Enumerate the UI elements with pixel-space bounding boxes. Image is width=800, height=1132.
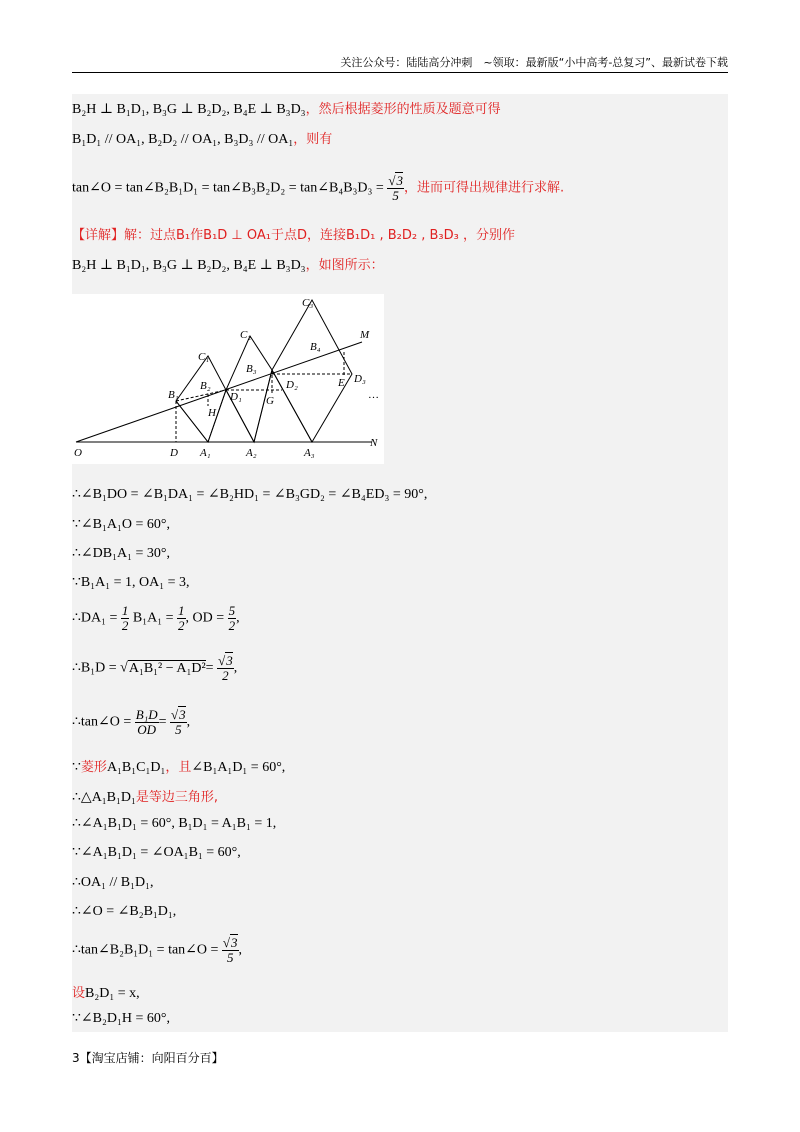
step-1: ∴∠B₁DO = ∠B₁DA₁ = ∠B₂HD₁ = ∠B₃GD₂ = ∠B₄ED₃ = 90°, <box>72 487 428 502</box>
step-5: ∴DA₁ = $\frac{1}{2}$ B₁A₁ = $\frac{1}{2}$ , OD = $\frac{5}{2}$ , <box>72 603 240 633</box>
intro-line-1 <box>72 98 501 118</box>
step-14: ∴tan∠B₂B₁D₁ = tan∠O = $\frac{√3}{5}$ , <box>72 935 243 965</box>
label-B2: B₂ <box>200 380 211 392</box>
rhombus-figure <box>72 294 384 464</box>
detail-text-2: ，如图所示： <box>305 258 384 273</box>
label-B4: B₄ <box>310 341 321 353</box>
page-header <box>72 54 728 73</box>
header-text: 关注公众号：陆陆高分冲刺 ~领取：最新版“小中高考-总复习”、最新试卷下载 <box>340 56 728 69</box>
label-A3: A₃ <box>304 447 315 459</box>
step-3: ∴∠DB₁A₁ = 30°, <box>72 546 170 561</box>
step-15: 设B₂D₁ = x, <box>72 986 140 1001</box>
detail-line-1 <box>72 224 515 244</box>
label-D: D <box>170 447 178 459</box>
label-A1: A₁ <box>200 447 211 459</box>
step-2: ∵∠B₁A₁O = 60°, <box>72 517 170 532</box>
label-D2: D₂ <box>286 379 298 391</box>
intro-math-3: tan∠O = tan∠B₂B₁D₁ = tan∠B₃B₂D₂ = tan∠B₄B₃D₃ = <box>72 180 384 196</box>
solution-content <box>72 94 728 1032</box>
intro-text-1: ，然后根据菱形的性质及题意可得 <box>305 102 501 117</box>
intro-line-2 <box>72 128 332 148</box>
step-16: ∵∠B₂D₁H = 60°, <box>72 1011 170 1026</box>
step-7: ∴tan∠O = $\frac{\text{B₁D}}{OD}$ = $\frac{√3}{5}$ , <box>72 707 191 737</box>
intro-line-3 <box>72 174 564 203</box>
step-6: ∴B₁D = √A₁B₁² − A₁D²= $\frac{√3}{2}$ , <box>72 653 238 683</box>
label-M: M <box>360 329 370 341</box>
footer-text: 3【淘宝店铺：向阳百分百】 <box>72 1051 224 1065</box>
intro-text-2: ，则有 <box>293 132 333 147</box>
label-G: G <box>266 395 274 407</box>
step-8: ∵菱形A₁B₁C₁D₁，且∠B₁A₁D₁ = 60°, <box>72 760 286 775</box>
step-12: ∴OA₁ // B₁D₁, <box>72 875 154 890</box>
step-4: ∵B₁A₁ = 1, OA₁ = 3, <box>72 575 190 590</box>
label-C3: C₃ <box>302 297 314 309</box>
label-D3: D₃ <box>354 373 366 385</box>
label-H: H <box>208 407 216 419</box>
step-11: ∵∠A₁B₁D₁ = ∠OA₁B₁ = 60°, <box>72 845 241 860</box>
intro-math-1: B₂H ⊥ B₁D₁, B₃G ⊥ B₂D₂, B₄E ⊥ B₃D₃ <box>72 102 306 117</box>
frac-sqrt3-5: $\frac{√3}{5}$ <box>388 173 403 203</box>
label-dots: … <box>368 389 379 401</box>
label-A2: A₂ <box>246 447 257 459</box>
label-B1: B₁ <box>168 389 179 401</box>
label-C2: C₂ <box>240 329 252 341</box>
intro-text-3: ，进而可得出规律进行求解. <box>403 180 565 196</box>
intro-math-2: B₁D₁ // OA₁, B₂D₂ // OA₁, B₃D₃ // OA₁ <box>72 132 294 147</box>
page-footer <box>72 1049 224 1066</box>
detail-line-2 <box>72 254 384 274</box>
label-E: E <box>338 377 345 389</box>
step-10: ∴∠A₁B₁D₁ = 60°, B₁D₁ = A₁B₁ = 1, <box>72 816 277 831</box>
step-9: ∴△A₁B₁D₁是等边三角形, <box>72 790 219 805</box>
rhombus-diagram <box>72 294 384 464</box>
label-D1: D₁ <box>230 391 242 403</box>
label-B3: B₃ <box>246 363 257 375</box>
step-13: ∴∠O = ∠B₂B₁D₁, <box>72 904 177 919</box>
detail-math-2: B₂H ⊥ B₁D₁, B₃G ⊥ B₂D₂, B₄E ⊥ B₃D₃ <box>72 258 306 273</box>
label-N: N <box>370 437 378 449</box>
detail-label: 【详解】 <box>72 228 125 243</box>
label-C1: C₁ <box>198 351 210 363</box>
label-O: O <box>74 447 82 459</box>
detail-text-1: 解：过点B₁作B₁D ⊥ OA₁于点D，连接B₁D₁ , B₂D₂ , B₃D₃ ，分别作 <box>124 228 515 243</box>
